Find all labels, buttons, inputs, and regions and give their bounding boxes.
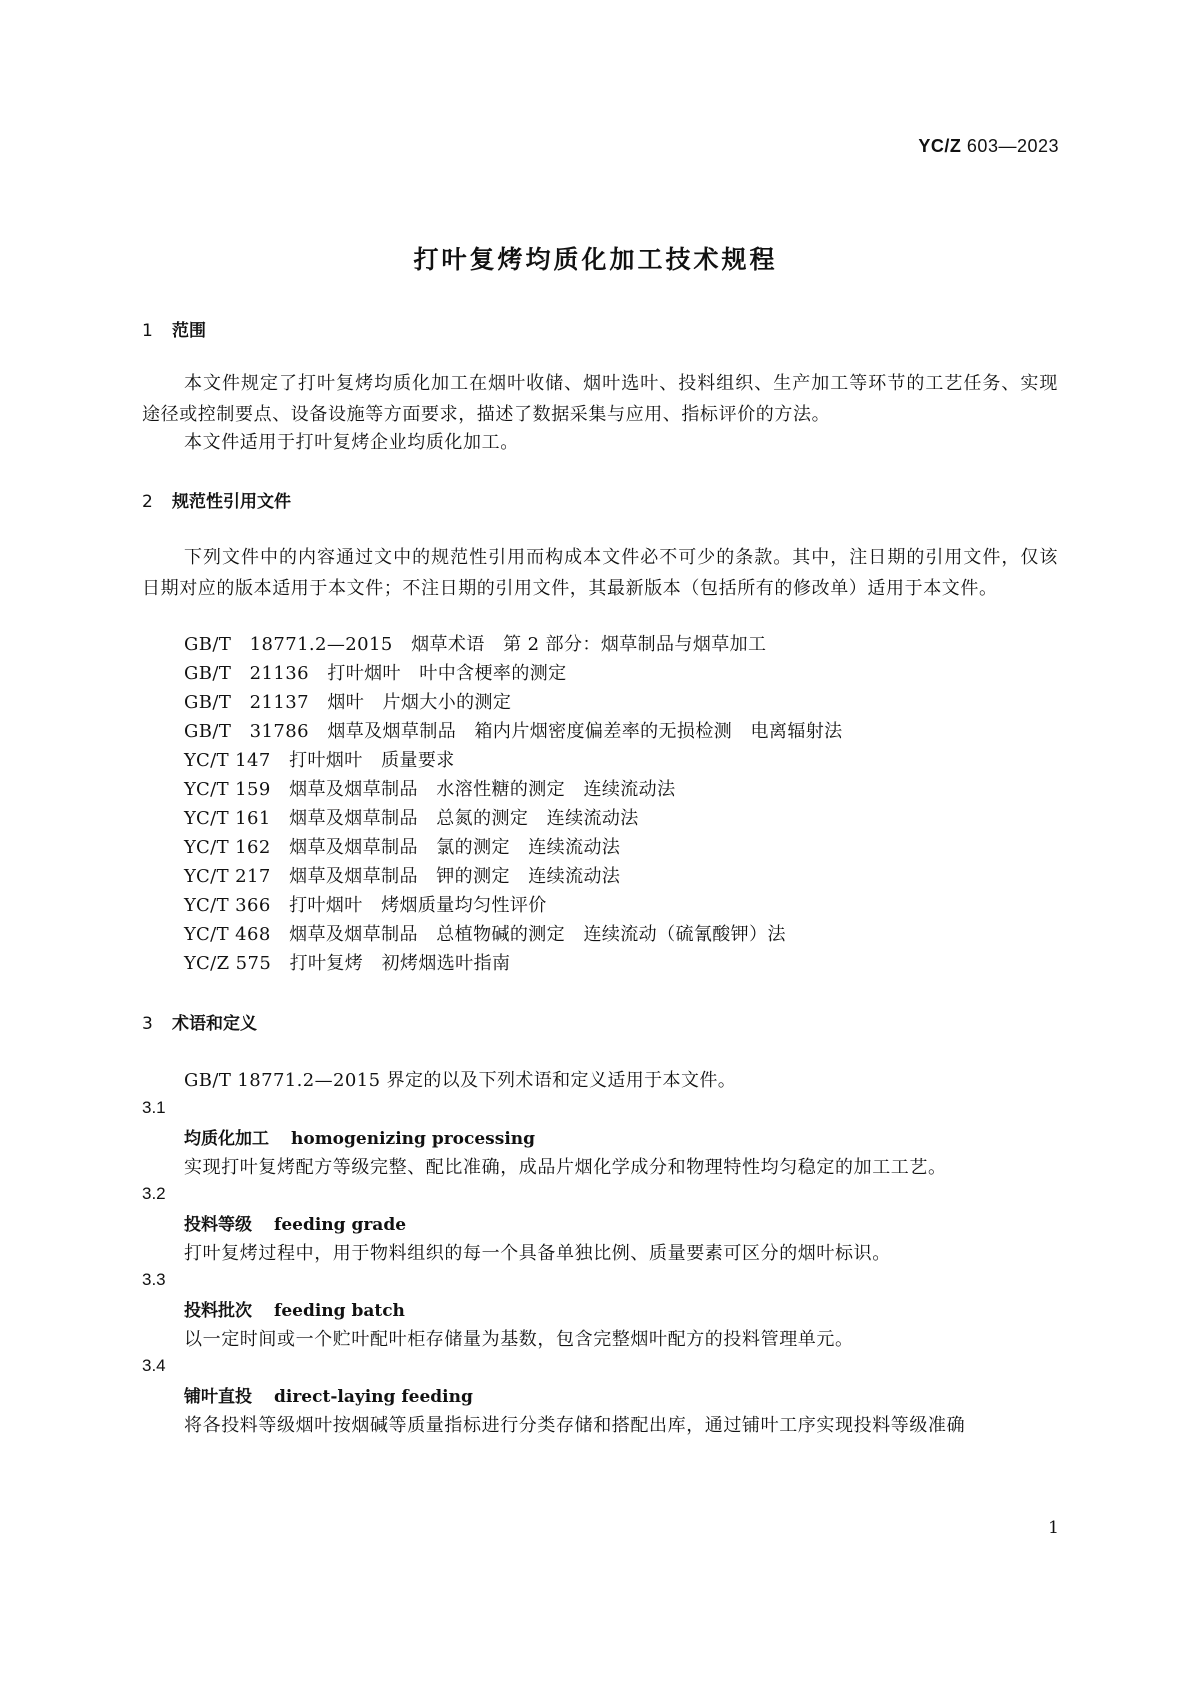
term-chinese: 投料等级 bbox=[184, 1215, 252, 1235]
section-2-heading bbox=[142, 487, 291, 512]
term-definition: 打叶复烤过程中，用于物料组织的每一个具备单独比例、质量要素可区分的烟叶标识。 bbox=[184, 1243, 891, 1264]
reference-item: YC/T 147 打叶烟叶 质量要求 bbox=[184, 750, 455, 771]
term-number: 3.1 bbox=[142, 1098, 166, 1117]
document-code bbox=[918, 136, 1059, 157]
code-number: 603—2023 bbox=[966, 136, 1059, 156]
reference-item: YC/T 217 烟草及烟草制品 钾的测定 连续流动法 bbox=[184, 866, 621, 887]
terms-intro: GB/T 18771.2—2015 界定的以及下列术语和定义适用于本文件。 bbox=[184, 1070, 737, 1091]
page-number: 1 bbox=[1048, 1518, 1059, 1538]
term-english: homogenizing processing bbox=[291, 1129, 536, 1149]
term-definition: 以一定时间或一个贮叶配叶柜存储量为基数，包含完整烟叶配方的投料管理单元。 bbox=[184, 1329, 854, 1350]
reference-item: GB/T 18771.2—2015 烟草术语 第 2 部分：烟草制品与烟草加工 bbox=[184, 634, 767, 655]
section-number: 2 bbox=[142, 492, 153, 512]
section-number: 1 bbox=[142, 321, 153, 341]
scope-paragraph-1: 本文件规定了打叶复烤均质化加工在烟叶收储、烟叶选叶、投料组织、生产加工等环节的工艺任务、实现途径或控制要点、设备设施等方面要求，描述了数据采集与应用、指标评价的方法。 bbox=[142, 373, 1058, 425]
section-title: 术语和定义 bbox=[172, 1014, 257, 1034]
term-english: feeding batch bbox=[274, 1301, 405, 1321]
reference-item: YC/T 162 烟草及烟草制品 氯的测定 连续流动法 bbox=[184, 837, 621, 858]
reference-item: YC/Z 575 打叶复烤 初烤烟选叶指南 bbox=[184, 953, 511, 974]
term-heading bbox=[184, 1296, 405, 1321]
term-chinese: 均质化加工 bbox=[184, 1129, 269, 1149]
scope-paragraph-2: 本文件适用于打叶复烤企业均质化加工。 bbox=[184, 432, 519, 453]
reference-item: YC/T 468 烟草及烟草制品 总植物碱的测定 连续流动（硫氰酸钾）法 bbox=[184, 924, 786, 945]
term-chinese: 投料批次 bbox=[184, 1301, 252, 1321]
reference-item: GB/T 31786 烟草及烟草制品 箱内片烟密度偏差率的无损检测 电离辐射法 bbox=[184, 721, 843, 742]
document-title: 打叶复烤均质化加工技术规程 bbox=[413, 245, 778, 274]
term-heading bbox=[184, 1210, 406, 1235]
reference-item: GB/T 21136 打叶烟叶 叶中含梗率的测定 bbox=[184, 663, 567, 684]
term-english: direct-laying feeding bbox=[274, 1387, 473, 1407]
section-number: 3 bbox=[142, 1014, 153, 1034]
term-definition: 实现打叶复烤配方等级完整、配比准确，成品片烟化学成分和物理特性均匀稳定的加工工艺。 bbox=[184, 1157, 947, 1178]
term-number: 3.4 bbox=[142, 1356, 166, 1375]
reference-item: GB/T 21137 烟叶 片烟大小的测定 bbox=[184, 692, 512, 713]
code-prefix: YC/Z bbox=[918, 136, 962, 156]
term-definition: 将各投料等级烟叶按烟碱等质量指标进行分类存储和搭配出库，通过铺叶工序实现投料等级准确 bbox=[184, 1415, 966, 1436]
term-chinese: 铺叶直投 bbox=[184, 1387, 252, 1407]
section-3-heading bbox=[142, 1009, 257, 1034]
term-number: 3.2 bbox=[142, 1184, 166, 1203]
term-heading bbox=[184, 1124, 535, 1149]
term-heading bbox=[184, 1382, 473, 1407]
section-title: 规范性引用文件 bbox=[172, 492, 291, 512]
section-title: 范围 bbox=[172, 321, 206, 341]
reference-item: YC/T 161 烟草及烟草制品 总氮的测定 连续流动法 bbox=[184, 808, 639, 829]
normative-intro: 下列文件中的内容通过文中的规范性引用而构成本文件必不可少的条款。其中，注日期的引用文件，仅该日期对应的版本适用于本文件；不注日期的引用文件，其最新版本（包括所有的修改单）适用于本文件。 bbox=[142, 547, 1058, 599]
reference-item: YC/T 366 打叶烟叶 烤烟质量均匀性评价 bbox=[184, 895, 547, 916]
term-english: feeding grade bbox=[274, 1215, 407, 1235]
reference-item: YC/T 159 烟草及烟草制品 水溶性糖的测定 连续流动法 bbox=[184, 779, 676, 800]
term-number: 3.3 bbox=[142, 1270, 166, 1289]
section-1-heading bbox=[142, 316, 206, 341]
